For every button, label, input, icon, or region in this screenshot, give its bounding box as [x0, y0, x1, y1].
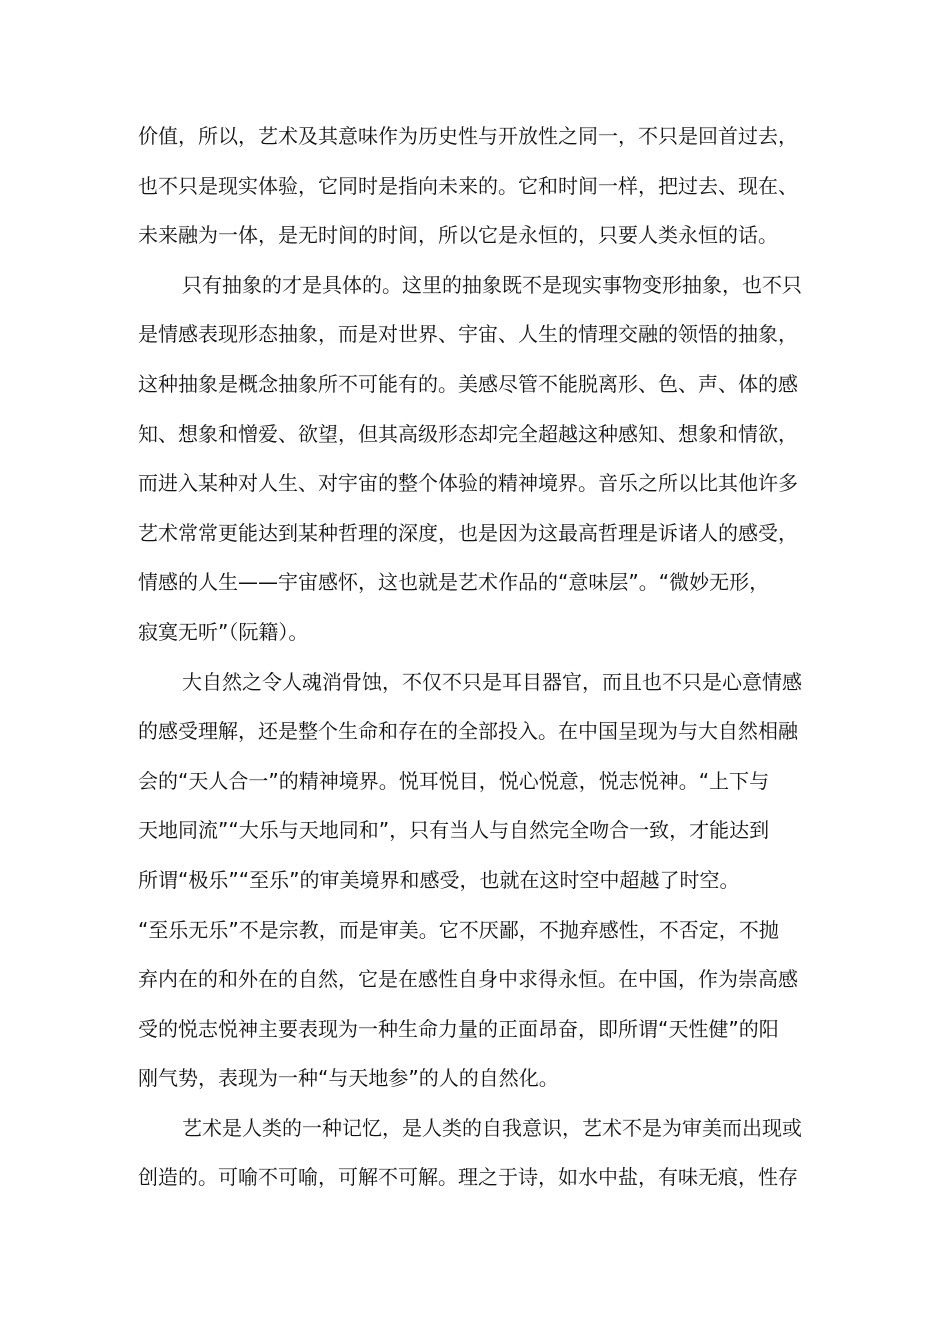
text-line: 知、想象和憎爱、欲望，但其高级形态却完全超越这种感知、想象和情欲，	[138, 421, 798, 446]
text-line: 会的“天人合一”的精神境界。悦耳悦目，悦心悦意，悦志悦神。“上下与	[138, 768, 770, 793]
text-line: 未来融为一体，是无时间的时间，所以它是永恒的，只要人类永恒的话。	[138, 223, 778, 248]
text-line: 天地同流”“大乐与天地同和”，只有当人与自然完全吻合一致，才能达到	[138, 818, 770, 843]
text-line: 刚气势，表现为一种“与天地参”的人的自然化。	[138, 1066, 559, 1091]
paragraph-start-line: 大自然之令人魂消骨蚀，不仅不只是耳目器官，而且也不只是心意情感	[182, 669, 802, 694]
text-line: 所谓“极乐”“至乐”的审美境界和感受，也就在这时空中超越了时空。	[138, 867, 740, 892]
text-line: 情感的人生——宇宙感怀，这也就是艺术作品的“意味层”。“微妙无形，	[138, 570, 770, 595]
text-line: 是情感表现形态抽象，而是对世界、宇宙、人生的情理交融的领悟的抽象，	[138, 322, 798, 347]
text-line: 也不只是现实体验，它同时是指向未来的。它和时间一样，把过去、现在、	[138, 173, 798, 198]
body-text	[138, 112, 828, 1203]
paragraph-start-line: 只有抽象的才是具体的。这里的抽象既不是现实事物变形抽象，也不只	[182, 272, 802, 297]
paragraph-start-line: 艺术是人类的一种记忆，是人类的自我意识，艺术不是为审美而出现或	[182, 1115, 802, 1140]
text-line: 受的悦志悦神主要表现为一种生命力量的正面昂奋，即所谓“天性健”的阳	[138, 1016, 779, 1041]
text-line: 寂寞无听”（阮籍）。	[138, 619, 309, 644]
text-line: 价值，所以，艺术及其意味作为历史性与开放性之同一，不只是回首过去，	[138, 124, 798, 148]
text-line: 而进入某种对人生、对宇宙的整个体验的精神境界。音乐之所以比其他许多	[138, 471, 798, 496]
text-line: 这种抽象是概念抽象所不可能有的。美感尽管不能脱离形、色、声、体的感	[138, 371, 798, 396]
text-line: 艺术常常更能达到某种哲理的深度，也是因为这最高哲理是诉诸人的感受，	[138, 520, 798, 545]
text-line: 创造的。可喻不可喻，可解不可解。理之于诗，如水中盐，有味无痕，性存	[138, 1165, 798, 1190]
text-line: 的感受理解，还是整个生命和存在的全部投入。在中国呈现为与大自然相融	[138, 719, 798, 744]
text-line: 弃内在的和外在的自然，它是在感性自身中求得永恒。在中国，作为崇高感	[138, 967, 798, 992]
text-line: “至乐无乐”不是宗教，而是审美。它不厌鄙，不抛弃感性，不否定，不抛	[138, 917, 779, 942]
